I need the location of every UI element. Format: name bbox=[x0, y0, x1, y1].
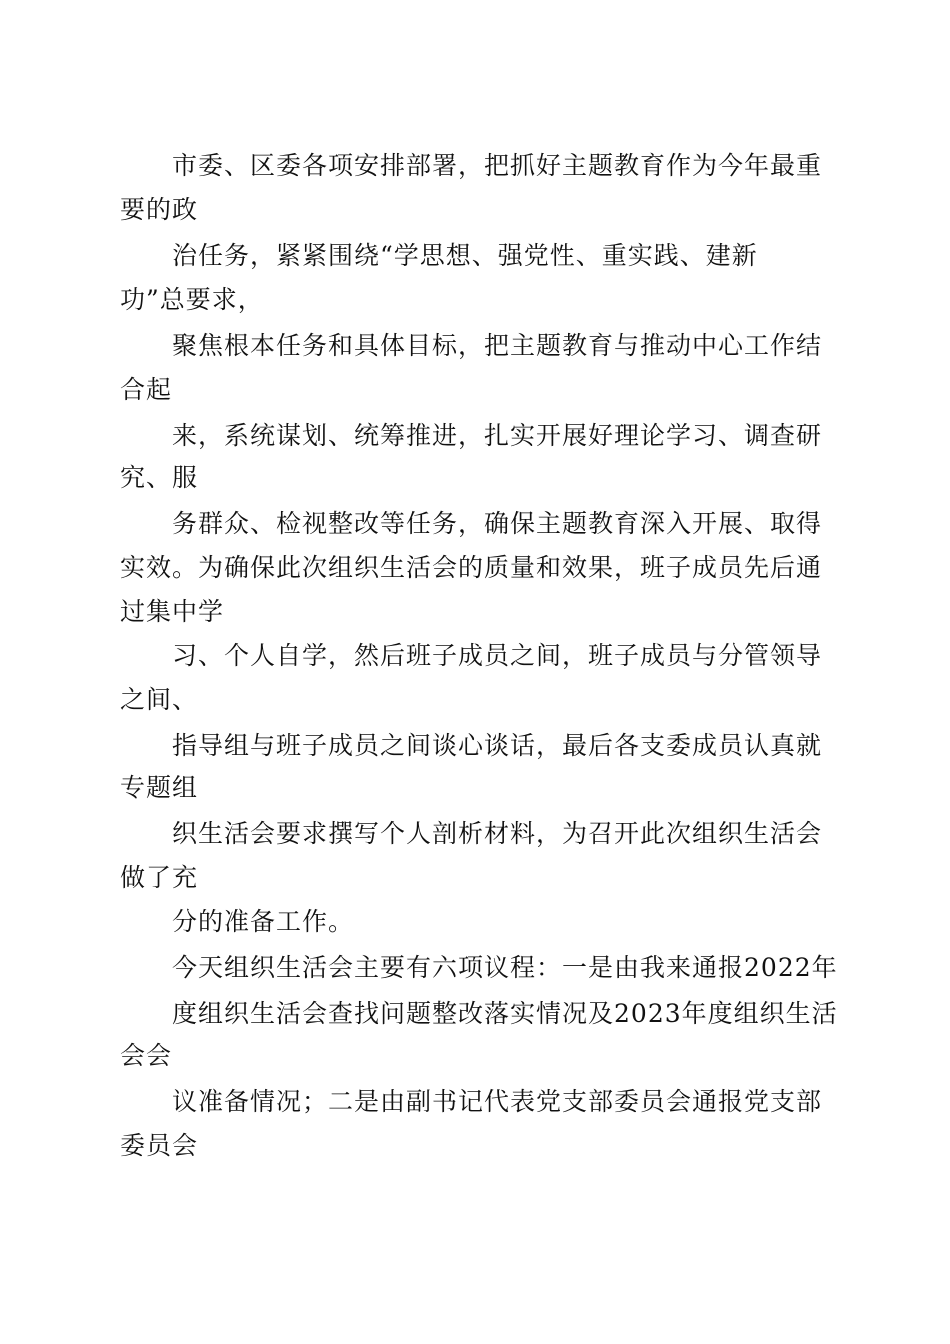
text-line: 市委、区委各项安排部署，把抓好主题教育作为今年最重 bbox=[172, 151, 823, 180]
text-line: 分的准备工作。 bbox=[172, 907, 355, 936]
text-line: 委员会 bbox=[120, 1131, 199, 1160]
text-line: 合起 bbox=[120, 375, 173, 404]
text-line: 议准备情况；二是由副书记代表党支部委员会通报党支部 bbox=[172, 1087, 823, 1116]
text-line: 度组织生活会查找问题整改落实情况及2023年度组织生活 bbox=[172, 999, 838, 1028]
text-line: 织生活会要求撰写个人剖析材料，为召开此次组织生活会 bbox=[172, 819, 823, 848]
text-line: 务群众、检视整改等任务，确保主题教育深入开展、取得 bbox=[172, 509, 823, 538]
text-line: 会会 bbox=[120, 1041, 173, 1070]
text-line: 过集中学 bbox=[120, 597, 225, 626]
text-line: 治任务，紧紧围绕“学思想、强党性、重实践、建新 bbox=[172, 241, 758, 270]
text-line: 专题组 bbox=[120, 773, 199, 802]
text-line: 要的政 bbox=[120, 195, 199, 224]
text-line: 来，系统谋划、统筹推进，扎实开展好理论学习、调查研 bbox=[172, 421, 823, 450]
text-line: 功”总要求， bbox=[120, 285, 264, 314]
text-line: 做了充 bbox=[120, 863, 199, 892]
text-line: 习、个人自学，然后班子成员之间，班子成员与分管领导 bbox=[172, 641, 823, 670]
text-line: 聚焦根本任务和具体目标，把主题教育与推动中心工作结 bbox=[172, 331, 823, 360]
text-line: 之间、 bbox=[120, 685, 199, 714]
text-line: 实效。为确保此次组织生活会的质量和效果，班子成员先后通 bbox=[120, 553, 823, 582]
text-line: 究、服 bbox=[120, 463, 199, 492]
text-line: 指导组与班子成员之间谈心谈话，最后各支委成员认真就 bbox=[172, 731, 823, 760]
text-line: 今天组织生活会主要有六项议程：一是由我来通报2022年 bbox=[172, 953, 838, 982]
